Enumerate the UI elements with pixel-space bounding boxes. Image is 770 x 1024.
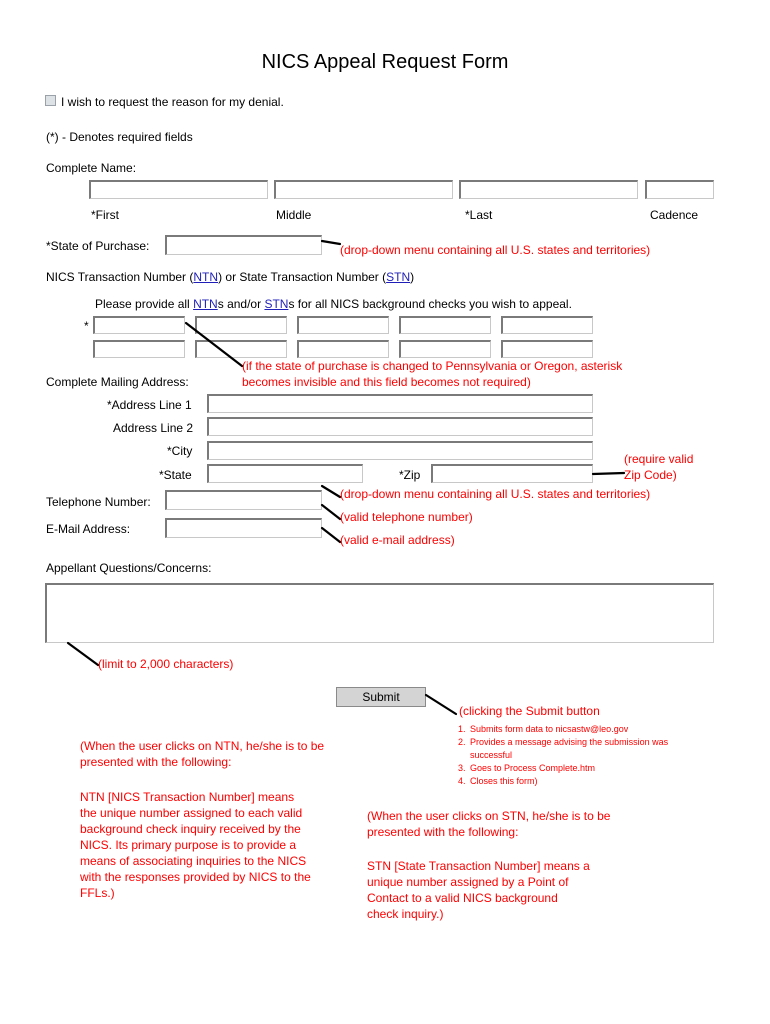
first-name-label: *First bbox=[91, 208, 119, 222]
last-name-input[interactable] bbox=[459, 180, 638, 199]
first-name-input[interactable] bbox=[89, 180, 268, 199]
transaction-number-input[interactable] bbox=[399, 340, 491, 358]
provide-instructions bbox=[95, 297, 572, 311]
transaction-number-heading bbox=[46, 270, 414, 284]
zip-annotation-line2: Zip Code) bbox=[624, 468, 677, 482]
transaction-number-input[interactable] bbox=[297, 316, 389, 334]
email-annotation: (valid e-mail address) bbox=[340, 533, 455, 547]
pointer-line bbox=[322, 528, 340, 542]
state-dropdown-annotation: (drop-down menu containing all U.S. states and territories) bbox=[340, 243, 651, 257]
zip-annotation-line1: (require valid bbox=[624, 452, 694, 466]
required-star: * bbox=[84, 319, 89, 333]
transaction-number-input[interactable] bbox=[501, 340, 593, 358]
stn-click-annotation: (When the user clicks on STN, he/she is to be presented with the following: bbox=[367, 809, 611, 839]
pa-or-annotation-line2: becomes invisible and this field becomes not required) bbox=[242, 375, 531, 389]
transaction-number-input[interactable] bbox=[93, 340, 185, 358]
denial-reason-checkbox[interactable] bbox=[45, 95, 56, 106]
cadence-label: Cadence bbox=[650, 208, 699, 222]
ntn-definition: NTN [NICS Transaction Number] means the unique number assigned to each valid background check inquiry received by the NICS. Its primary purpose is to provide a means of associating inquiries to the NICS with the responses provided by NICS to the FFLs.) bbox=[80, 790, 311, 900]
address-line1-input[interactable] bbox=[207, 394, 593, 413]
stn-definition: STN [State Transaction Number] means a unique number assigned by a Point of Contact to a valid NICS background check inquiry.) bbox=[367, 859, 590, 921]
submit-button[interactable]: Submit bbox=[336, 687, 426, 707]
questions-label: Appellant Questions/Concerns: bbox=[46, 561, 212, 575]
submit-step: 4. Closes this form) bbox=[468, 775, 692, 788]
transaction-number-input[interactable] bbox=[297, 340, 389, 358]
submit-step: 3. Goes to Process Complete.htm bbox=[468, 762, 692, 775]
telephone-input[interactable] bbox=[165, 490, 322, 510]
pointer-line bbox=[322, 241, 340, 244]
mailing-address-label: Complete Mailing Address: bbox=[46, 375, 189, 389]
telephone-label: Telephone Number: bbox=[46, 495, 151, 509]
pointer-line bbox=[322, 486, 340, 497]
submit-step: 2. Provides a message advising the submission was successful bbox=[468, 736, 692, 762]
ntn-link[interactable]: NTN bbox=[193, 270, 219, 284]
ntn-click-annotation: (When the user clicks on NTN, he/she is to be presented with the following: bbox=[80, 739, 325, 769]
questions-textarea[interactable] bbox=[45, 583, 714, 643]
limit-annotation: (limit to 2,000 characters) bbox=[98, 657, 234, 671]
transaction-number-input[interactable] bbox=[195, 316, 287, 334]
provide-prefix: Please provide all bbox=[95, 297, 194, 311]
transaction-prefix: NICS Transaction Number ( bbox=[46, 270, 194, 284]
transaction-number-input[interactable] bbox=[93, 316, 185, 334]
email-input[interactable] bbox=[165, 518, 322, 538]
pa-or-annotation-line1: (if the state of purchase is changed to Pennsylvania or Oregon, asterisk bbox=[242, 359, 623, 373]
page-title: NICS Appeal Request Form bbox=[261, 51, 509, 73]
stn-link[interactable]: STN bbox=[386, 270, 411, 284]
email-label: E-Mail Address: bbox=[46, 522, 131, 536]
pointer-line bbox=[426, 695, 456, 714]
pointer-line bbox=[68, 643, 98, 665]
denial-reason-label: I wish to request the reason for my denial. bbox=[61, 95, 284, 109]
address-state-annotation: (drop-down menu containing all U.S. states and territories) bbox=[340, 487, 651, 501]
pointer-line bbox=[322, 505, 340, 519]
provide-ntn-link[interactable]: NTN bbox=[193, 297, 218, 311]
address-line1-label: *Address Line 1 bbox=[107, 398, 192, 412]
zip-label: *Zip bbox=[399, 468, 421, 482]
required-note: (*) - Denotes required fields bbox=[46, 130, 193, 144]
middle-name-label: Middle bbox=[276, 208, 312, 222]
submit-annotation-heading: (clicking the Submit button bbox=[459, 704, 600, 718]
zip-input[interactable] bbox=[431, 464, 593, 483]
middle-name-input[interactable] bbox=[274, 180, 453, 199]
provide-stn-link[interactable]: STN bbox=[264, 297, 289, 311]
city-input[interactable] bbox=[207, 441, 593, 460]
pointer-line bbox=[593, 473, 624, 474]
state-of-purchase-label: *State of Purchase: bbox=[46, 239, 150, 253]
telephone-annotation: (valid telephone number) bbox=[340, 510, 473, 524]
submit-step: 1. Submits form data to nicsastw@leo.gov bbox=[468, 723, 692, 736]
transaction-number-input[interactable] bbox=[501, 316, 593, 334]
address-line2-label: Address Line 2 bbox=[113, 421, 194, 435]
cadence-input[interactable] bbox=[645, 180, 714, 199]
address-state-label: *State bbox=[159, 468, 192, 482]
transaction-number-input[interactable] bbox=[399, 316, 491, 334]
submit-steps-list bbox=[442, 723, 692, 788]
transaction-suffix: ) bbox=[410, 270, 415, 284]
address-line2-input[interactable] bbox=[207, 417, 593, 436]
city-label: *City bbox=[167, 444, 193, 458]
transaction-number-input[interactable] bbox=[195, 340, 287, 358]
complete-name-label: Complete Name: bbox=[46, 161, 137, 175]
state-of-purchase-dropdown[interactable] bbox=[165, 235, 322, 255]
address-state-dropdown[interactable] bbox=[207, 464, 363, 483]
provide-mid: s and/or bbox=[217, 297, 265, 311]
transaction-middle: ) or State Transaction Number ( bbox=[218, 270, 387, 284]
provide-suffix: s for all NICS background checks you wish to appeal. bbox=[288, 297, 572, 311]
last-name-label: *Last bbox=[465, 208, 493, 222]
